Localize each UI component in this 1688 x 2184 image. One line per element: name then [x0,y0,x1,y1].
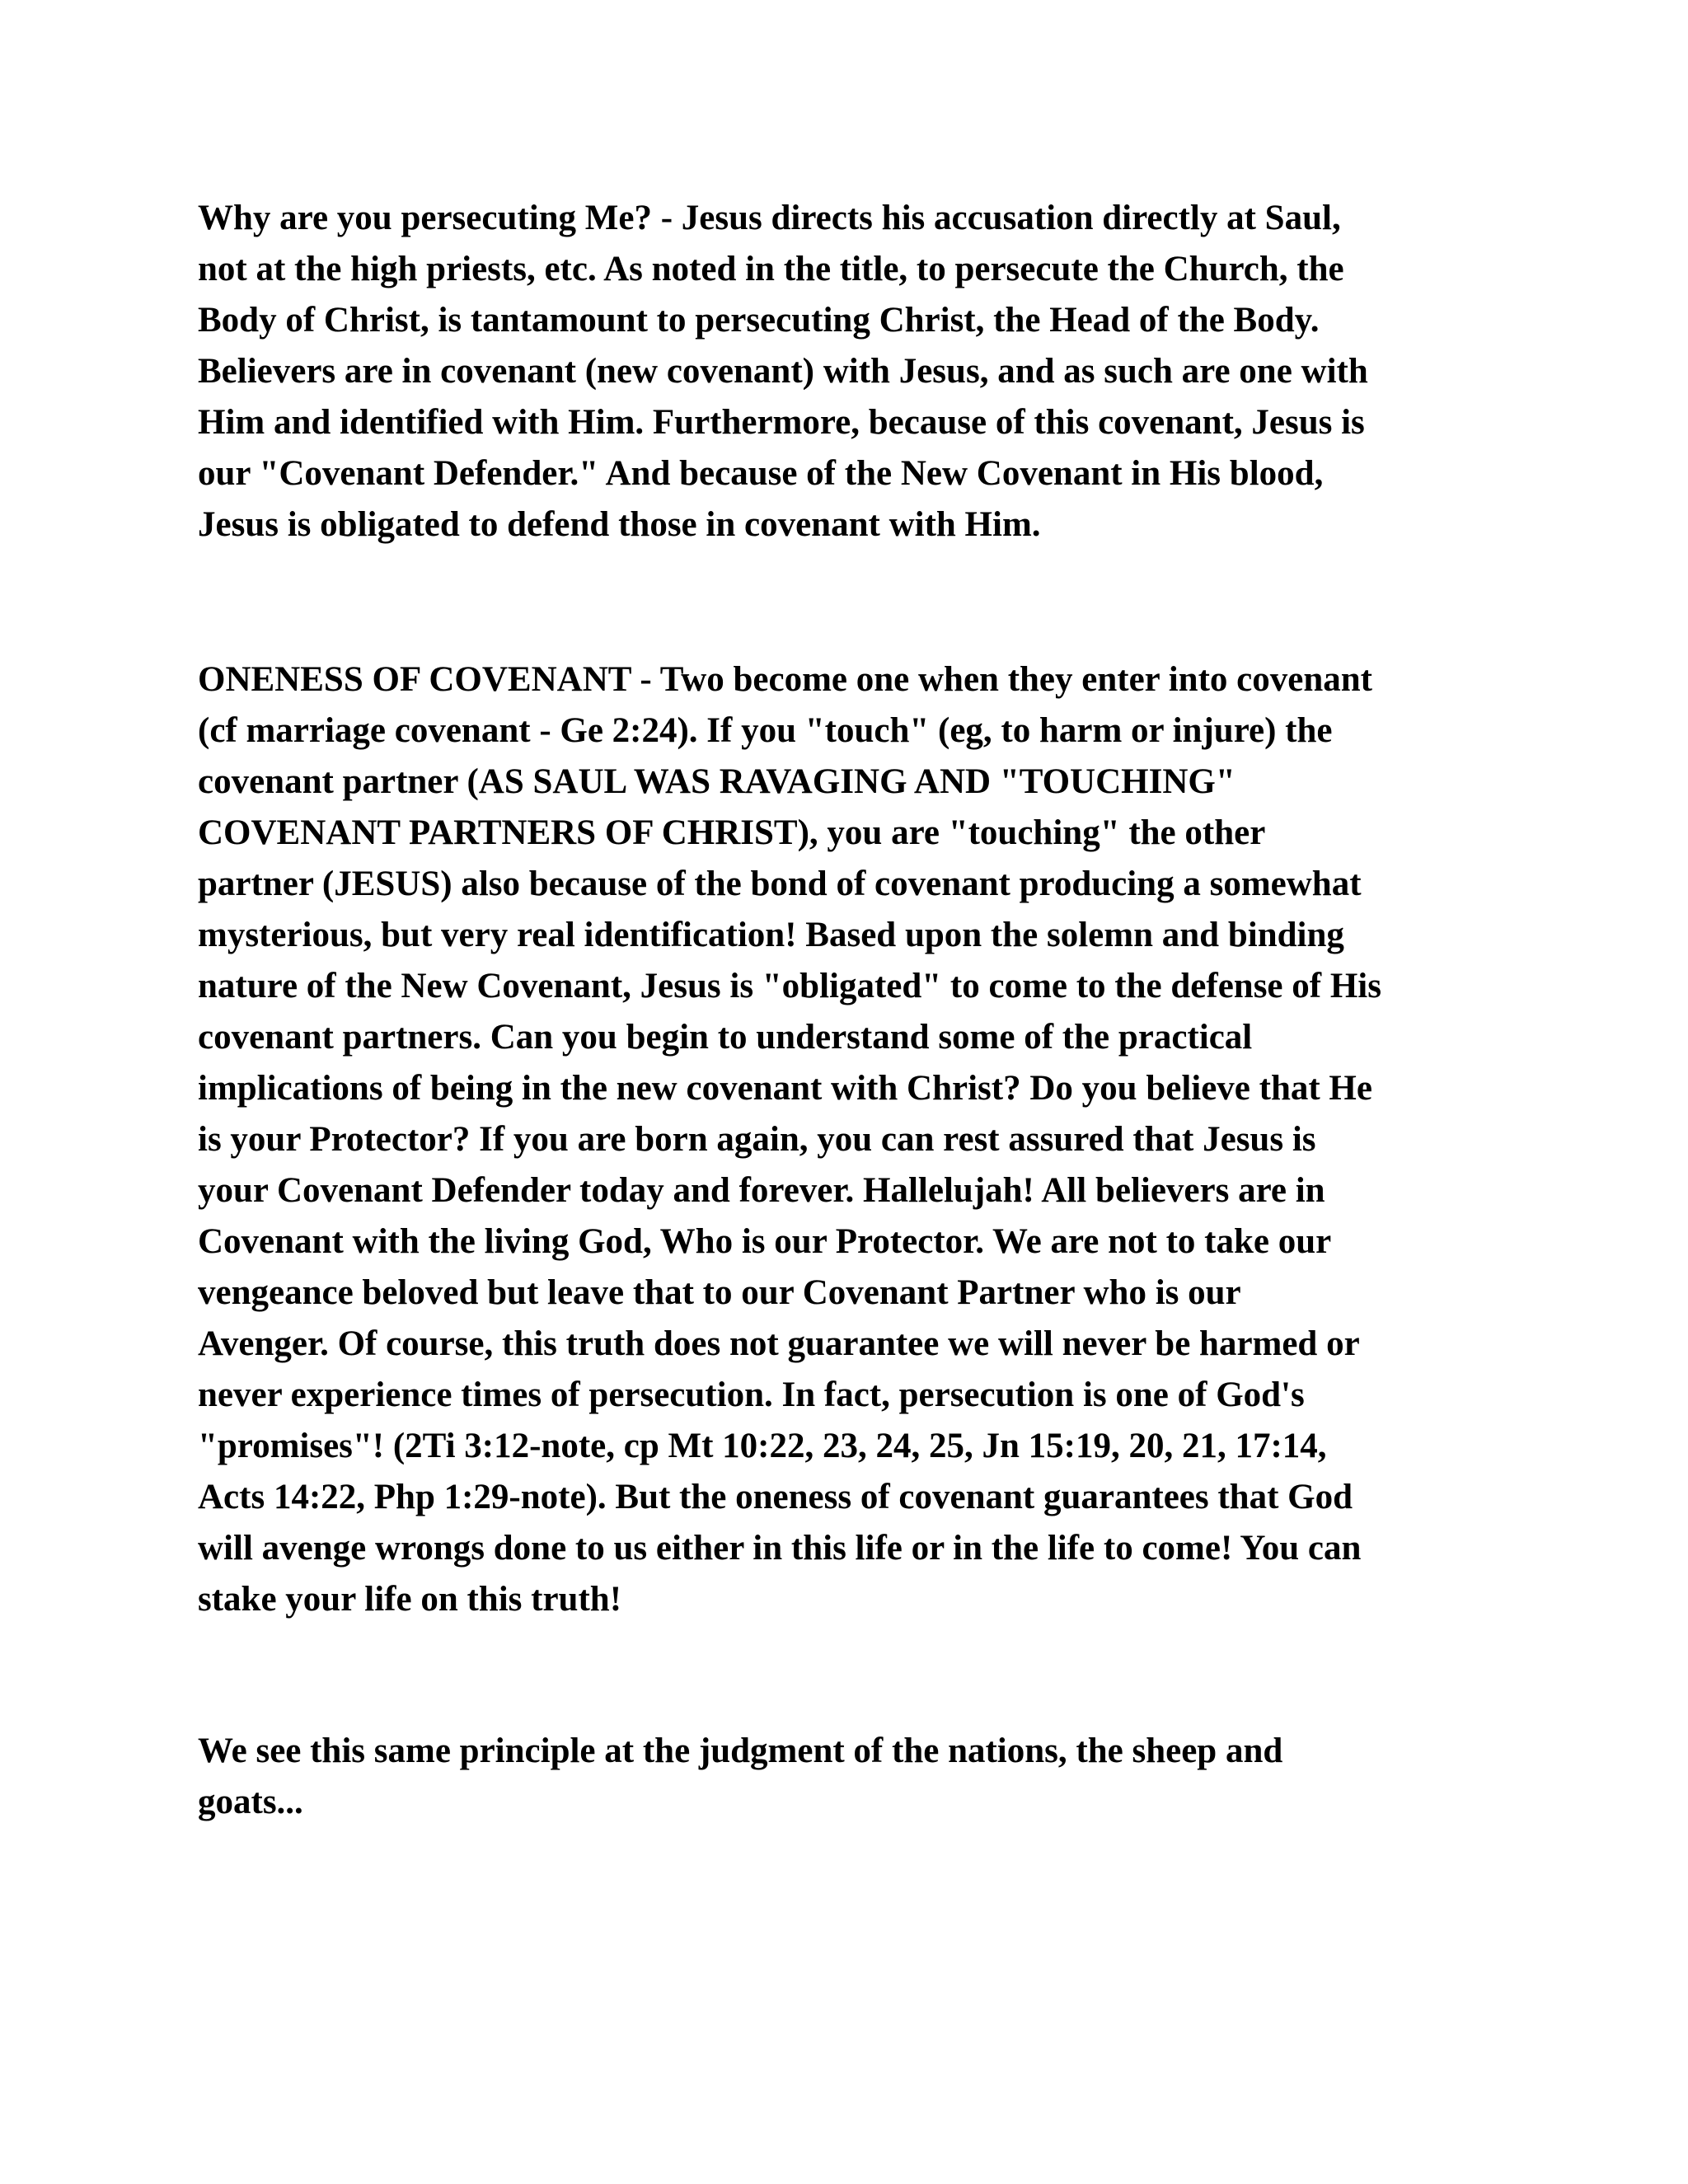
paragraph-sheep-and-goats [198,1726,1500,1828]
text-line: Avenger. Of course, this truth does not guarantee we will never be harmed or [198,1324,1360,1363]
text-line: implications of being in the new covenant with Christ? Do you believe that He [198,1069,1372,1108]
text-line: Acts 14:22, Php 1:29-note). But the oneness of covenant guarantees that God [198,1478,1353,1516]
paragraph-oneness-of-covenant [198,654,1500,1625]
text-line: Jesus is obligated to defend those in covenant with Him. [198,505,1041,544]
text-line: covenant partner (AS SAUL WAS RAVAGING AND "TOUCHING" [198,762,1236,801]
text-line: ONENESS OF COVENANT - Two become one when they enter into covenant [198,660,1372,699]
text-line: never experience times of persecution. In fact, persecution is one of God's [198,1376,1305,1414]
text-line: is your Protector? If you are born again, you can rest assured that Jesus is [198,1120,1316,1159]
paragraph-why-persecuting [198,193,1500,551]
text-line: covenant partners. Can you begin to understand some of the practical [198,1018,1253,1057]
text-line: Covenant with the living God, Who is our Protector. We are not to take our [198,1222,1332,1261]
text-line: will avenge wrongs done to us either in this life or in the life to come! You can [198,1529,1362,1568]
text-line: mysterious, but very real identification! Based upon the solemn and binding [198,916,1344,954]
text-line: Believers are in covenant (new covenant) with Jesus, and as such are one with [198,352,1368,391]
text-line: Why are you persecuting Me? - Jesus directs his accusation directly at Saul, [198,199,1341,237]
text-line: our "Covenant Defender." And because of the New Covenant in His blood, [198,454,1324,493]
text-line: stake your life on this truth! [198,1580,622,1619]
text-line: vengeance beloved but leave that to our Covenant Partner who is our [198,1273,1241,1312]
text-line: goats... [198,1783,303,1821]
text-line: Body of Christ, is tantamount to persecuting Christ, the Head of the Body. [198,301,1320,340]
text-line: COVENANT PARTNERS OF CHRIST), you are "touching" the other [198,813,1266,852]
text-line: "promises"! (2Ti 3:12-note, cp Mt 10:22, 23, 24, 25, Jn 15:19, 20, 21, 17:14, [198,1427,1327,1465]
text-line: We see this same principle at the judgment of the nations, the sheep and [198,1732,1283,1770]
text-line: nature of the New Covenant, Jesus is "obligated" to come to the defense of His [198,967,1381,1005]
text-line: partner (JESUS) also because of the bond of covenant producing a somewhat [198,865,1362,903]
text-line: your Covenant Defender today and forever. Hallelujah! All believers are in [198,1171,1325,1210]
text-line: (cf marriage covenant - Ge 2:24). If you "touch" (eg, to harm or injure) the [198,711,1333,750]
text-line: not at the high priests, etc. As noted in the title, to persecute the Church, the [198,250,1344,288]
text-line: Him and identified with Him. Furthermore, because of this covenant, Jesus is [198,403,1365,442]
